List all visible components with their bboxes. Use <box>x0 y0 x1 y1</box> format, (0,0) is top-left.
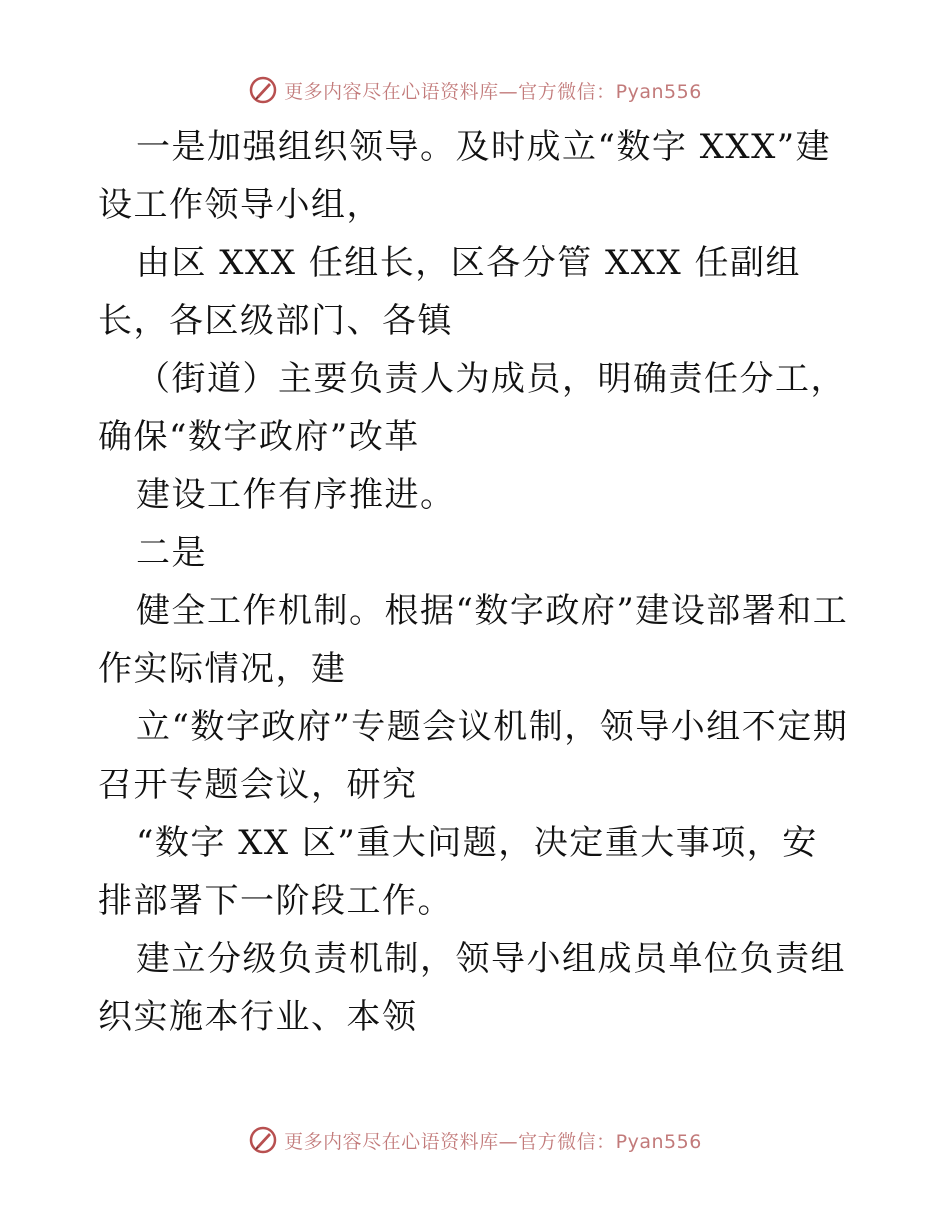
paragraph: 建设工作有序推进。 <box>136 475 456 515</box>
paragraph: （街道）主要负责人为成员，明确责任分工，确保“数字政府”改革 <box>98 359 846 457</box>
paragraph: 立“数字政府”专题会议机制，领导小组不定期召开专题会议，研究 <box>98 707 849 805</box>
quill-pen-icon <box>248 75 278 105</box>
watermark-text: 更多内容尽在心语资料库—官方微信：Pyan556 <box>284 80 702 103</box>
paragraph: 建立分级负责机制，领导小组成员单位负责组织实施本行业、本领 <box>98 939 846 1037</box>
paragraph: “数字 XX 区”重大问题，决定重大事项，安排部署下一阶段工作。 <box>98 823 818 921</box>
quill-pen-icon <box>248 1125 278 1155</box>
footer-watermark-banner <box>0 1120 950 1160</box>
watermark-text: 更多内容尽在心语资料库—官方微信：Pyan556 <box>284 1130 702 1153</box>
paragraph: 健全工作机制。根据“数字政府”建设部署和工作实际情况，建 <box>98 591 849 689</box>
paragraph: 一是加强组织领导。及时成立“数字 XXX”建设工作领导小组， <box>98 127 832 225</box>
paragraph: 二是 <box>136 533 207 573</box>
paragraph: 由区 XXX 任组长，区各分管 XXX 任副组长，各区级部门、各镇 <box>98 243 801 341</box>
document-body <box>98 118 853 1046</box>
header-watermark-banner <box>0 70 950 110</box>
